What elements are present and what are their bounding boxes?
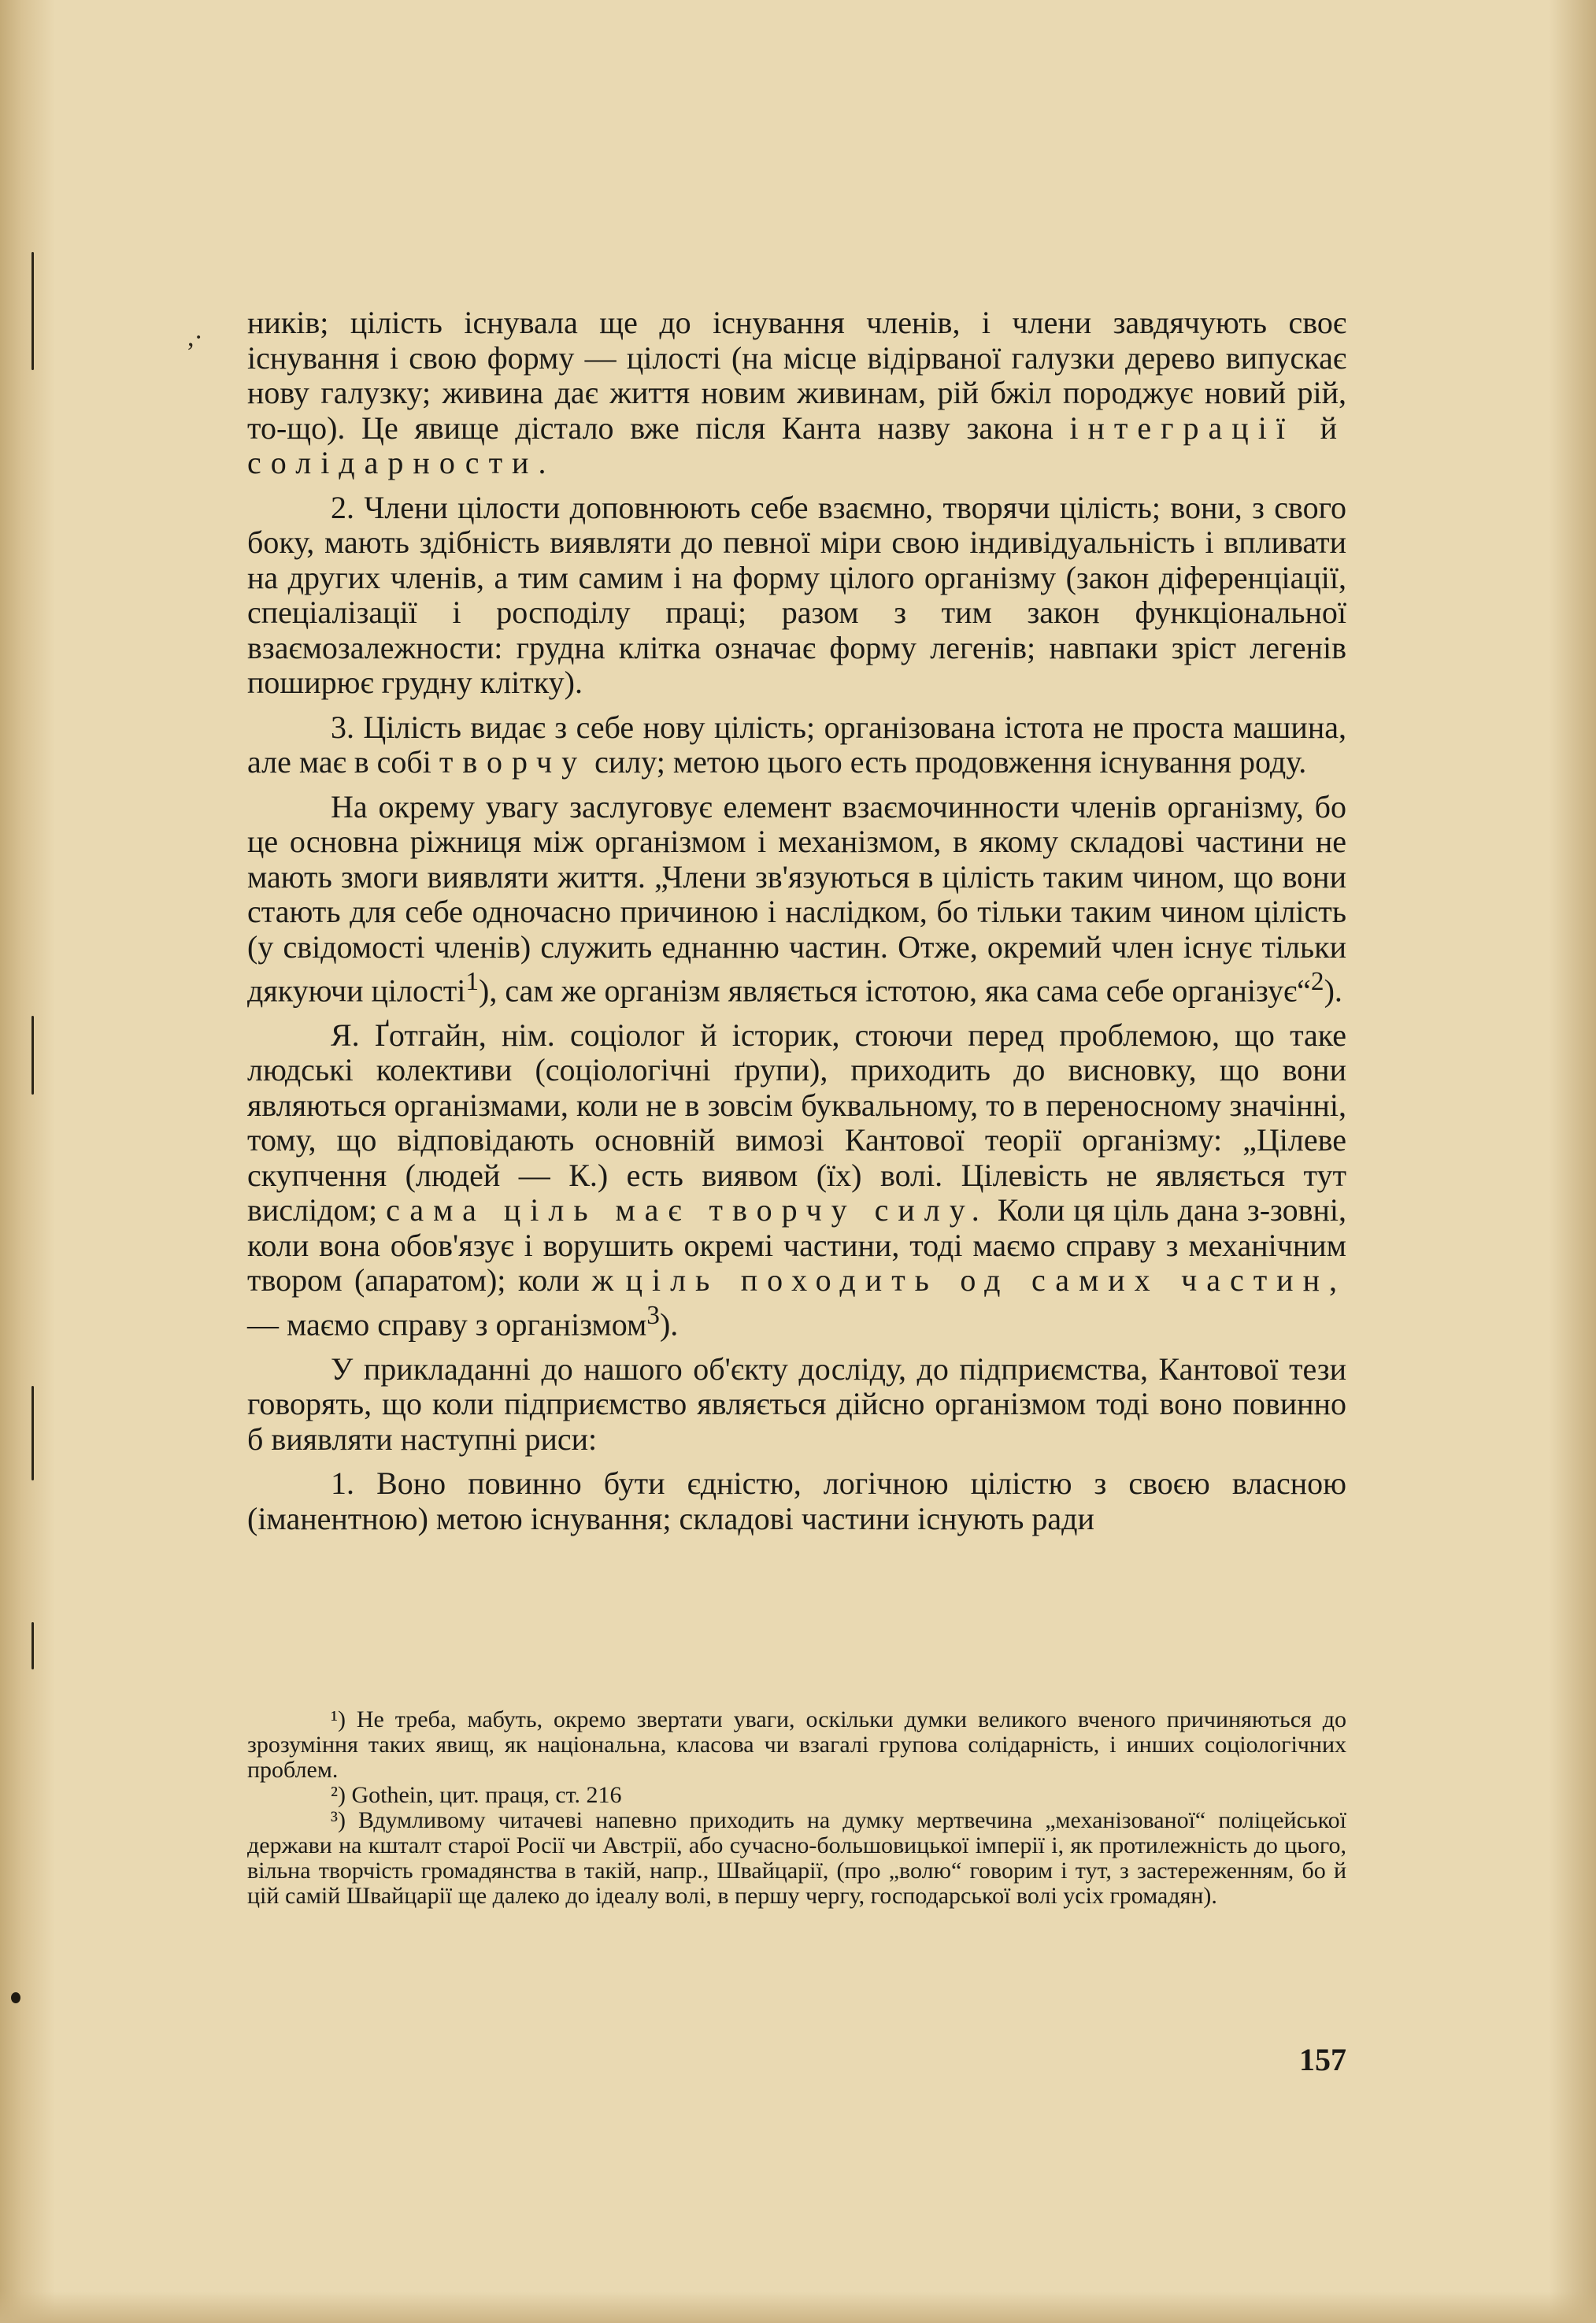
scan-edge-bottom	[0, 2292, 1596, 2323]
paragraph-3: 3. Цілість видає з себе нову цілість; організована істота не проста машина, але має в собі творчу силу; метою цього есть продовження існування роду.	[247, 709, 1346, 780]
paragraph-5: Я. Ґотгайн, нім. соціолог й історик, стоючи перед проблемою, що таке людські колективи (соціологічні ґрупи), приходить до висновку, що вони являються організмами, коли не в зовсім буквальному, то в переносному значінні, тому, що відповідають основній вимозі Кантової теорії організму: „Цілеве скупчення (людей — К.) есть виявом (їх) волі. Цілевість не являється тут вислідом; сама ціль має творчу силу. Коли ця ціль дана з-зовні, коли вона обов'язує і ворушить окремі частини, тоді маємо справу з механічним твором (апаратом); коли ж ціль походить од самих частин, — маємо справу з організмом$^3$).	[247, 1017, 1346, 1343]
binding-mark	[31, 1016, 34, 1095]
footnote-2: ²) Gothein, цит. праця, ст. 216	[331, 1782, 622, 1808]
page-number: 157	[1299, 2042, 1346, 2077]
scan-edge-right	[1549, 0, 1596, 2323]
footnote-ref: 1	[465, 967, 479, 996]
paragraph-4: На окрему увагу заслуговує елемент взаємочинности членів організму, бо це основна ріжниця між організмом і механізмом, в якому складові частини не мають змоги виявляти життя. „Члени зв'язуються в цілість таким чином, що вони стають для себе одночасно причиною і наслідком, бо тільки таким чином цілість (у свідомості членів) служить еднанню частин. Отже, окремий член існує тільки дякуючи цілості$^1$), сам же організм являється істотою, яка сама себе організує“$^2$).	[247, 788, 1346, 1009]
paragraph-1: ників; цілість існувала ще до існування членів, і члени завдячують своє існування і свою форму — цілості (на місце відірваної галузки дерево випускає нову галузку; живина дає життя новим живинам, рій бжіл породжує новий рій, то-що). Це явище дістало вже після Канта назву закона інтеграції й солідарности.	[247, 305, 1347, 480]
footnote-ref: 2	[1310, 967, 1324, 996]
binding-mark	[31, 1386, 34, 1480]
binding-mark	[31, 1622, 34, 1669]
ink-dot	[11, 1992, 20, 2003]
binding-mark	[31, 252, 34, 370]
footnotes	[247, 1707, 1346, 1909]
paragraph-6: У прикладанні до нашого об'єкту досліду, до підприємства, Кантової тези говорять, що коли підприємство являється дійсно організмом тоді воно повинно б виявляти наступні риси:	[247, 1350, 1346, 1457]
footnote-ref: 3	[646, 1300, 660, 1330]
footnote-1: ¹) Не треба, мабуть, окремо звертати уваги, оскільки думки великого вченого причиняються до зрозуміння таких явищ, як національна, класова чи взагалі групова солідарність, і инших соціологічних проблем.	[247, 1706, 1346, 1783]
scan-edge-left	[0, 0, 55, 2323]
footnote-3: ³) Вдумливому читачеві напевно приходить на думку мертвечина „механізованої“ поліцейської держави на кшталт старої Росії чи Австрії, або сучасно-большовицької імперії і, як протилежність до цього, вільна творчість громадянства в такій, напр., Швайцарії, (про „волю“ говорим і тут, з застереженням, бо й цій самій Швайцарії ще далеко до ідеалу волі, в першу чергу, господарської волі усіх громадян).	[247, 1807, 1346, 1909]
stray-ink-mark: ,·	[187, 323, 203, 352]
paragraph-2: 2. Члени цілости доповнюють себе взаємно, творячи цілість; вони, з свого боку, мають здібність виявляти до певної міри свою індивідуальність і впливати на других членів, а тим самим і на форму цілого організму (закон діференціації, спеціалізації і росподілу праці; разом з тим закон функціональної взаємозалежности: грудна клітка означає форму легенів; навпаки зріст легенів поширює грудну клітку).	[247, 489, 1346, 700]
paragraph-7: 1. Воно повинно бути єдністю, логічною цілістю з своєю власною (іманентною) метою існування; складові частини існують ради	[247, 1465, 1346, 1536]
body-text	[247, 306, 1346, 1546]
